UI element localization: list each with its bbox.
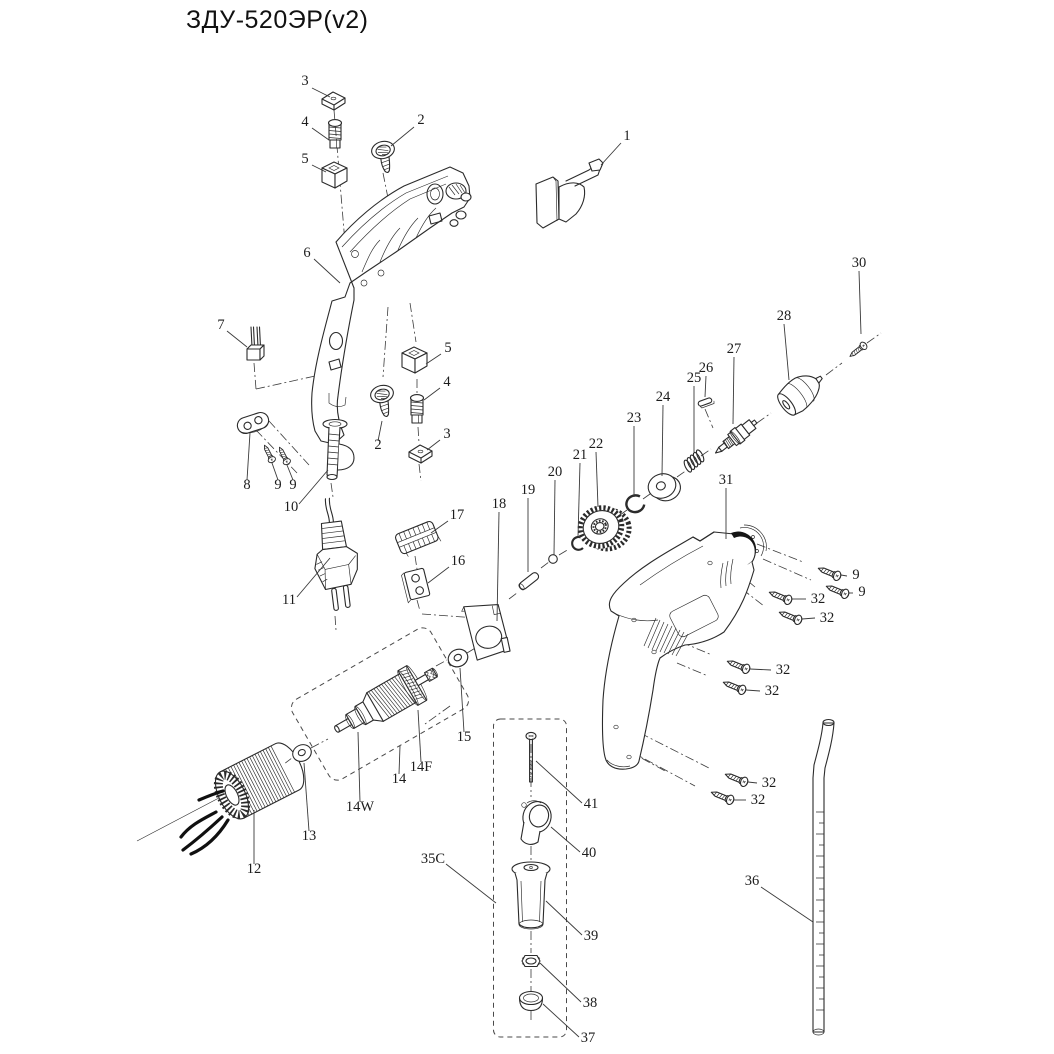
- leader-line-3-0: [312, 88, 330, 97]
- part-label-30-6: 30: [851, 255, 867, 271]
- part-label-5-3: 5: [301, 151, 309, 167]
- leader-line-14F-40: [418, 710, 421, 762]
- part-label-6-5: 6: [303, 245, 311, 261]
- leader-line-22-13: [596, 452, 598, 507]
- leader-line-15-39: [460, 668, 464, 732]
- part-label-37-51: 37: [580, 1030, 596, 1046]
- part-11-power-plug: [307, 496, 364, 613]
- leader-line-26-9: [705, 376, 706, 397]
- leader-line-32-37: [748, 782, 757, 783]
- part-label-3-21: 3: [443, 426, 451, 442]
- part-label-16-28: 16: [450, 553, 466, 569]
- part-4-carbon-brush-top: [329, 120, 342, 148]
- leader-line-2-2: [391, 127, 414, 146]
- part-label-32-35: 32: [775, 662, 791, 678]
- part-label-36-46: 36: [744, 873, 760, 889]
- part-label-40-48: 40: [581, 845, 597, 861]
- part-5-brush-holder-bottom: [402, 347, 427, 373]
- part-label-28-7: 28: [776, 308, 792, 324]
- leader-line-27-8: [733, 357, 734, 424]
- part-label-15-39: 15: [456, 729, 472, 745]
- part-label-38-50: 38: [582, 995, 598, 1011]
- part-label-32-36: 32: [764, 683, 780, 699]
- part-label-1-4: 1: [623, 128, 631, 144]
- part-37-cap: [520, 992, 543, 1011]
- part-label-12-44: 12: [246, 861, 262, 877]
- part-24-bearing: [645, 469, 684, 506]
- leader-line-6-5: [314, 259, 340, 283]
- leader-line-35C-45: [446, 864, 496, 903]
- leader-line-4-1: [312, 128, 329, 140]
- leader-line-24-11: [662, 405, 663, 476]
- part-8-cord-clamp: [235, 410, 271, 436]
- part-label-4-20: 4: [443, 374, 451, 390]
- part-label-32-33: 32: [810, 591, 826, 607]
- leader-line-32-36: [746, 690, 760, 691]
- part-label-27-8: 27: [726, 341, 742, 357]
- part-label-21-14: 21: [572, 447, 588, 463]
- part-7-capacitor: [247, 327, 264, 360]
- part-label-32-34: 32: [819, 610, 835, 626]
- part-3-brush-cap-bottom: [409, 445, 432, 463]
- part-label-2-22: 2: [374, 437, 382, 453]
- part-label-3-0: 3: [301, 73, 309, 89]
- part-label-17-27: 17: [449, 507, 465, 523]
- leader-line-40-48: [551, 827, 580, 852]
- part-label-13-43: 13: [301, 828, 317, 844]
- part-6-motor-housing: [312, 167, 471, 444]
- leader-line-3-21: [427, 440, 440, 450]
- leader-line-36-46: [761, 887, 813, 922]
- part-13-bearing: [290, 742, 314, 765]
- part-20-ball: [549, 555, 558, 564]
- part-label-11-29: 11: [282, 592, 296, 608]
- part-label-18-17: 18: [491, 496, 507, 512]
- part-35C-side-handle-assembly: [494, 719, 567, 1037]
- part-label-20-15: 20: [547, 464, 563, 480]
- part-2-brush-ring-bottom: [369, 383, 399, 419]
- part-9-screw-left-1: [261, 443, 277, 464]
- part-label-5-19: 5: [444, 340, 452, 356]
- part-label-31-30: 31: [718, 472, 734, 488]
- part-label-14W-42: 14W: [345, 799, 375, 815]
- leader-line-1-4: [601, 143, 621, 165]
- leader-line-32-35: [750, 669, 771, 670]
- part-39-handle-grip: [512, 862, 550, 929]
- part-4-carbon-brush-bottom: [411, 395, 424, 423]
- part-label-41-47: 41: [583, 796, 599, 812]
- part-32-screw-6: [710, 788, 736, 806]
- part-14-armature: [325, 654, 446, 747]
- leader-line-4-20: [424, 388, 440, 400]
- part-27-spindle: [711, 415, 761, 459]
- part-label-25-10: 25: [686, 370, 702, 386]
- part-label-9-32: 9: [858, 584, 866, 600]
- part-36-depth-gauge-rod: [813, 720, 834, 1036]
- part-9-screw-left-2: [276, 445, 292, 466]
- part-label-23-12: 23: [626, 410, 642, 426]
- part-40-handle-clamp: [520, 799, 555, 845]
- leader-line-30-6: [859, 271, 861, 334]
- leader-line-28-7: [784, 324, 789, 380]
- part-label-39-49: 39: [583, 928, 599, 944]
- leader-line-7-18: [227, 331, 247, 347]
- part-label-14-41: 14: [391, 771, 407, 787]
- part-5-brush-holder-top: [322, 162, 347, 188]
- leader-line-14-41: [399, 746, 400, 774]
- part-1-switch: [536, 159, 603, 228]
- leader-line-39-49: [546, 901, 582, 935]
- part-label-35C-45: 35C: [420, 851, 446, 867]
- part-label-26-9: 26: [698, 360, 714, 376]
- leader-line-38-50: [540, 963, 581, 1002]
- part-12-stator: [137, 738, 311, 854]
- part-19-pin: [518, 571, 540, 591]
- leader-line-13-43: [304, 763, 309, 831]
- part-16-plate: [401, 568, 431, 603]
- part-label-32-37: 32: [761, 775, 777, 791]
- leader-line-16-28: [428, 567, 449, 583]
- leader-line-37-51: [543, 1004, 579, 1037]
- part-28-chuck: [773, 365, 831, 420]
- part-9-screw-right-2: [825, 582, 851, 600]
- part-label-4-1: 4: [301, 114, 309, 130]
- part-label-32-38: 32: [750, 792, 766, 808]
- part-2-brush-ring-top: [370, 139, 400, 175]
- part-label-7-18: 7: [217, 317, 225, 333]
- part-31-drill-body: [602, 525, 766, 769]
- part-32-screw-4: [722, 678, 748, 696]
- part-30-chuck-screw: [847, 341, 868, 360]
- part-32-screw-1: [768, 588, 794, 606]
- part-9-screw-right-1: [817, 564, 843, 582]
- part-32-screw-5: [724, 770, 750, 788]
- part-23-circlip: [625, 494, 646, 515]
- part-32-screw-3: [726, 657, 752, 675]
- leader-line-32-34: [802, 618, 815, 619]
- part-38-nut: [522, 956, 540, 967]
- part-label-9-25: 9: [289, 477, 297, 493]
- part-label-24-11: 24: [655, 389, 671, 405]
- part-17-slider: [394, 520, 441, 559]
- leader-line-5-19: [426, 354, 441, 364]
- part-15-bearing: [445, 646, 470, 670]
- part-label-9-24: 9: [274, 477, 282, 493]
- leader-line-41-47: [536, 761, 582, 803]
- leader-line-9-31: [841, 575, 847, 576]
- part-32-screw-2: [778, 608, 804, 626]
- leader-line-14W-42: [358, 732, 360, 802]
- leader-line-8-23: [247, 433, 250, 480]
- part-label-22-13: 22: [588, 436, 604, 452]
- part-label-2-2: 2: [417, 112, 425, 128]
- part-label-10-26: 10: [283, 499, 299, 515]
- part-26-key: [698, 397, 715, 409]
- part-label-8-23: 8: [243, 477, 251, 493]
- diagram-title: ЗДУ-520ЭР(v2): [186, 6, 369, 34]
- part-label-9-31: 9: [852, 567, 860, 583]
- leader-line-20-15: [554, 480, 555, 555]
- part-label-14F-40: 14F: [409, 759, 433, 775]
- part-14-armature-box: [288, 624, 473, 784]
- part-label-19-16: 19: [520, 482, 536, 498]
- leader-line-10-26: [299, 470, 328, 504]
